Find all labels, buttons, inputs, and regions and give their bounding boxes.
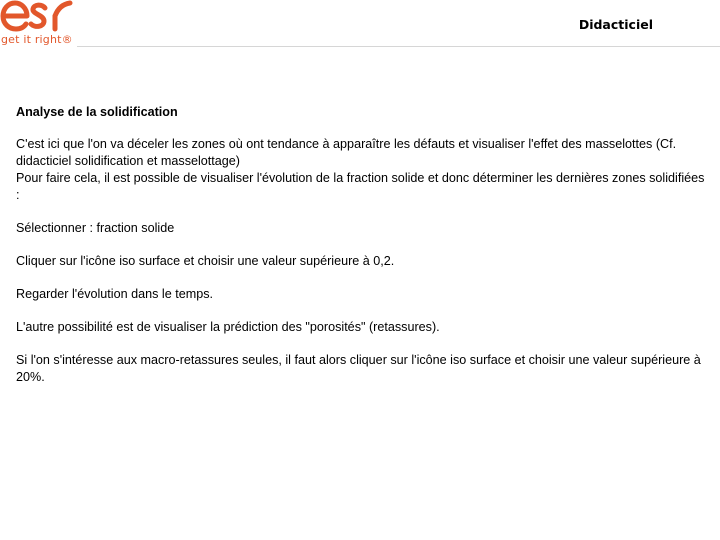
step-iso-surface: Cliquer sur l'icône iso surface et choisir une valeur supérieure à 0,2. [16, 254, 395, 268]
esi-logo [0, 0, 80, 50]
main-content [16, 104, 706, 402]
document-title: Didacticiel [578, 17, 653, 32]
section-title: Analyse de la solidification [16, 105, 178, 119]
step-watch-evolution: Regarder l'évolution dans le temps. [16, 287, 214, 301]
header-divider [77, 46, 720, 47]
step-macro-shrinkage: Si l'on s'intéresse aux macro-retassures seules, il faut alors cliquer sur l'icône iso surface et choisir une valeur supérieure à 20%. [16, 353, 701, 384]
step-select-fraction: Sélectionner : fraction solide [16, 221, 175, 235]
esi-logo-mark [0, 0, 80, 34]
intro-paragraph [16, 136, 706, 204]
logo-tagline: get it right® [1, 33, 73, 46]
intro-text: C'est ici que l'on va déceler les zones où ont tendance à apparaître les défauts et visualiser l'effet des masselottes (Cf. didacticiel solidification et masselottage) Pour faire cela, il est possible de visualiser l'évolution de la fraction solide et donc déterminer les dernières zones solidifiées : [16, 137, 705, 202]
step-porosity-prediction: L'autre possibilité est de visualiser la prédiction des "porosités" (retassures). [16, 320, 440, 334]
